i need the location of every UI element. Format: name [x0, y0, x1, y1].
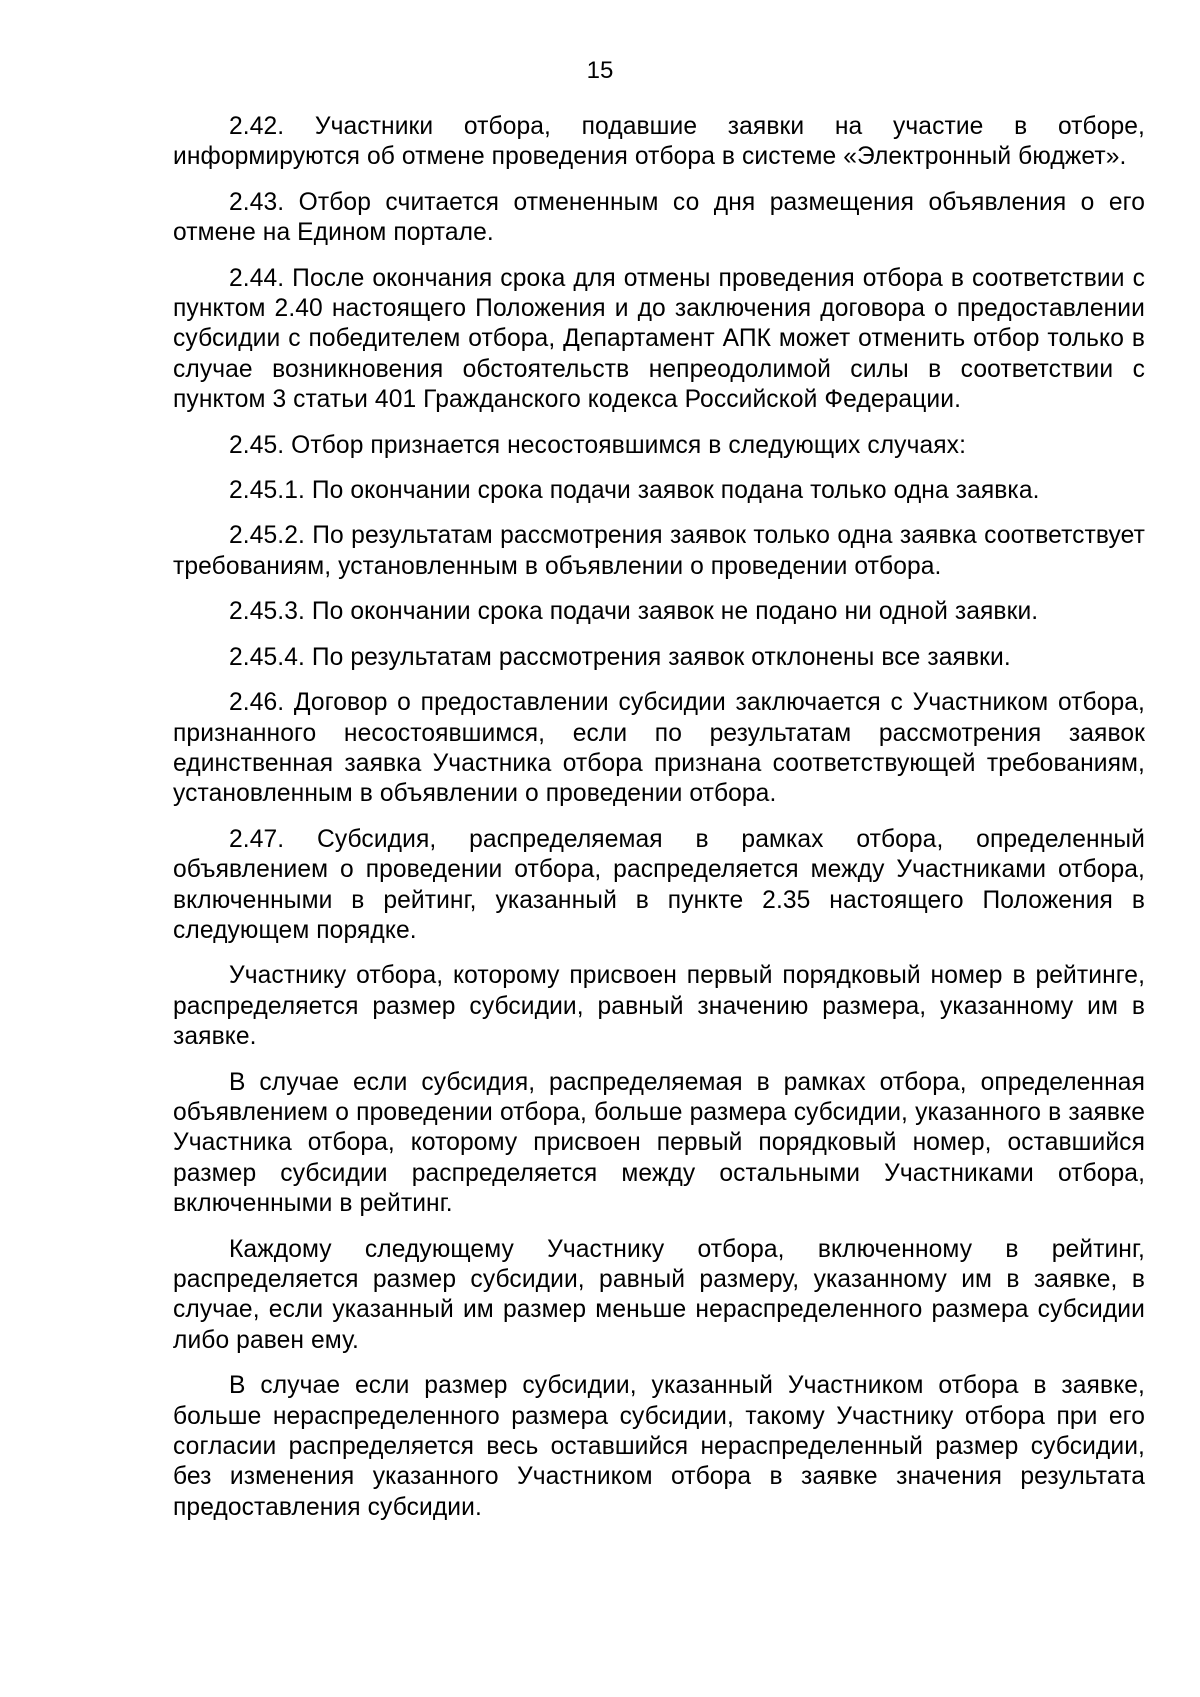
paragraph-2-42: 2.42. Участники отбора, подавшие заявки на участие в отборе, информируются об отмене проведения отбора в системе «Электронный бюджет». — [173, 113, 1145, 171]
paragraph-2-43: 2.43. Отбор считается отмененным со дня размещения объявления о его отмене на Едином портале. — [173, 188, 1145, 247]
paragraph-exceeding-amount: В случае если размер субсидии, указанный Участником отбора в заявке, больше нераспределенного размера субсидии, такому Участнику отбора при его согласии распределяется весь оставшийся нераспределенный размер субсидии, без изменения указанного Участником отбора в заявке значения результата предоставления субсидии. — [173, 1372, 1145, 1521]
paragraph-2-47: 2.47. Субсидия, распределяемая в рамках отбора, определенный объявлением о проведении отбора, распределяется между Участниками отбора, включенными в рейтинг, указанный в пункте 2.35 настоящего Положения в следующем порядке. — [173, 825, 1145, 944]
document-body — [173, 112, 1145, 1538]
paragraph-2-45: 2.45. Отбор признается несостоявшимся в следующих случаях: — [229, 431, 967, 459]
paragraph-2-45-4: 2.45.4. По результатам рассмотрения заявок отклонены все заявки. — [229, 643, 1011, 671]
paragraph-each-next-participant: Каждому следующему Участнику отбора, включенному в рейтинг, распределяется размер субсидии, равный размеру, указанному им в заявке, в случае, если указанный им размер меньше нераспределенного размера субсидии либо равен ему. — [173, 1235, 1145, 1354]
paragraph-2-45-1: 2.45.1. По окончании срока подачи заявок подана только одна заявка. — [229, 477, 1040, 505]
paragraph-2-45-3: 2.45.3. По окончании срока подачи заявок не подано ни одной заявки. — [229, 598, 1039, 626]
paragraph-first-rank: Участнику отбора, которому присвоен первый порядковый номер в рейтинге, распределяется размер субсидии, равный значению размера, указанному им в заявке. — [173, 962, 1145, 1051]
paragraph-2-45-2: 2.45.2. По результатам рассмотрения заявок только одна заявка соответствует требованиям, установленным в объявлении о проведении отбора. — [173, 522, 1145, 580]
paragraph-remaining-subsidy: В случае если субсидия, распределяемая в рамках отбора, определенная объявлением о проведении отбора, больше размера субсидии, указанного в заявке Участника отбора, которому присвоен первый порядковый номер, оставшийся размер субсидии распределяется между остальными Участниками отбора, включенными в рейтинг. — [173, 1068, 1145, 1218]
paragraph-2-44: 2.44. После окончания срока для отмены проведения отбора в соответствии с пунктом 2.40 настоящего Положения и до заключения договора о предоставлении субсидии с победителем отбора, Департамент АПК может отменить отбор только в случае возникновения обстоятельств непреодолимой силы в соответствии с пунктом 3 статьи 401 Гражданского кодекса Российской Федерации. — [173, 264, 1145, 414]
page-number: 15 — [586, 57, 614, 84]
paragraph-2-46: 2.46. Договор о предоставлении субсидии заключается с Участником отбора, признанного несостоявшимся, если по результатам рассмотрения заявок единственная заявка Участника отбора признана соответствующей требованиям, установленным в объявлении о проведении отбора. — [173, 689, 1145, 808]
